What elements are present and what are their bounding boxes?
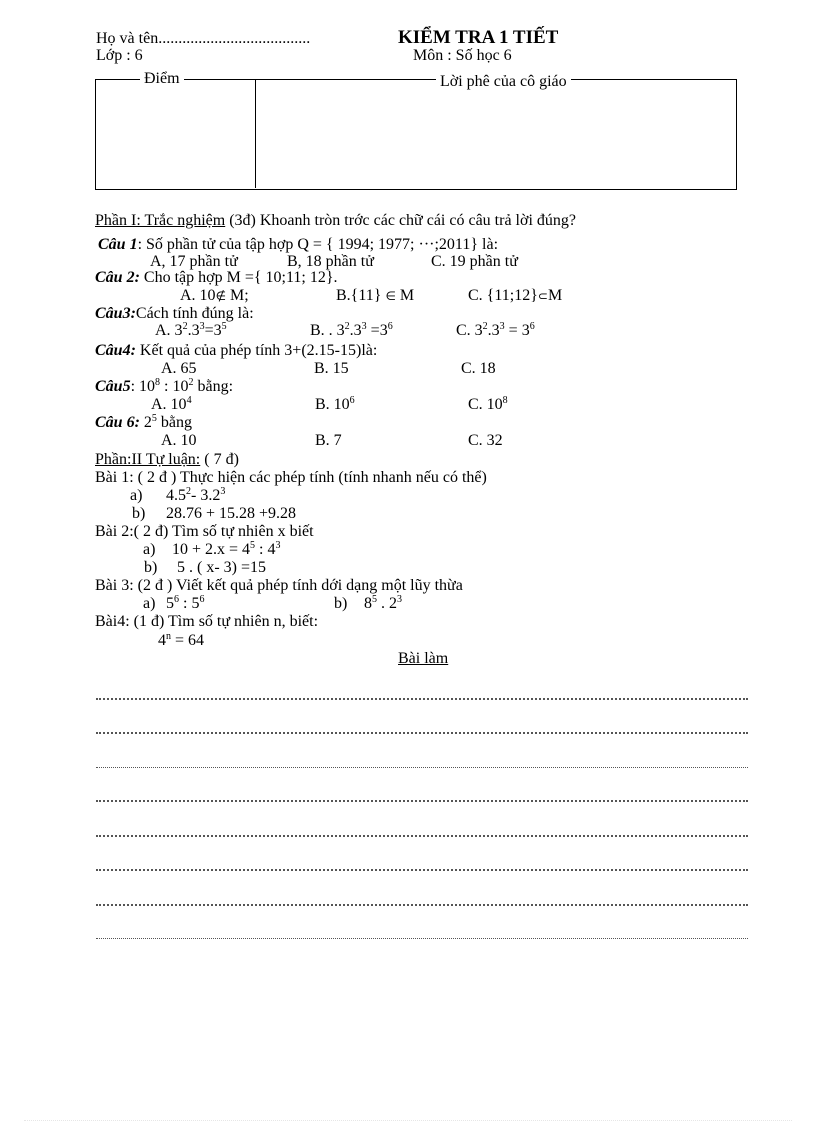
q3-option-b: B. . $3^2.3^3 =3^6$	[310, 321, 393, 339]
question-4-label: Câu4:	[95, 342, 136, 359]
answer-line	[96, 698, 748, 700]
q3-option-c: C. $3^2.3^3 = 3^6$	[456, 321, 535, 339]
q5-option-b: B. $10^6$	[315, 395, 355, 413]
question-4-text: Kết quả của phép tính 3+(2.15-15)là:	[135, 342, 378, 359]
question-1-label: Câu 1	[98, 236, 138, 253]
bai4-title: Bài4: (1 đ) Tìm số tự nhiên n, biết:	[95, 613, 319, 630]
q4-option-b: B. 15	[314, 360, 349, 377]
question-6: Câu 6: $2^5$ bằng	[95, 413, 193, 431]
q2-option-c	[468, 287, 562, 305]
bai2-title: Bài 2:( 2 đ) Tìm số tự nhiên x biết	[95, 523, 314, 540]
q6-option-c: C. 32	[468, 432, 503, 449]
bai1-a-label: a)	[130, 487, 143, 504]
bai3-b-label: b)	[334, 595, 348, 612]
bai1-b-label: b)	[132, 505, 146, 522]
bai1-a-expression: $4.5^2-$ $3.2^3$	[166, 486, 226, 504]
q1-option-c: C. 19 phần tử	[431, 253, 518, 270]
question-2-text: Cho tập hợp M ={ 10;11; 12}.	[139, 269, 338, 286]
question-1	[98, 236, 498, 254]
bai2-b-label: b)	[144, 559, 158, 576]
part1-heading: Phần I: Trắc nghiệm	[95, 212, 226, 229]
question-3-text: Cách tính đúng là:	[135, 305, 254, 322]
part2-heading: Phần:II Tự luận:	[95, 451, 201, 468]
q2-c-text: C. {11;12}	[468, 287, 538, 304]
teacher-comment-label: Lời phê của cô giáo	[436, 73, 571, 91]
subset-symbol: ⊂	[537, 289, 548, 303]
student-name-label: Họ và tên......................................	[96, 30, 311, 47]
q2-option-b	[336, 287, 414, 305]
answer-line	[96, 767, 748, 768]
q2-b-tail: M	[395, 287, 415, 304]
question-1-text: : Số phần tử của tập hợp Q = { 1994; 1977; ···;2011} là:	[137, 236, 499, 253]
question-2-label: Câu 2:	[95, 269, 140, 286]
bai3-b-expression: $8^5$ . $2^3$	[364, 594, 402, 612]
grade-box-divider	[255, 79, 256, 188]
answer-line	[96, 904, 748, 906]
answer-line	[96, 800, 748, 802]
answer-line	[96, 869, 748, 871]
page-title: KIỂM TRA 1 TIẾT	[398, 27, 559, 48]
bai4-equation: $4^n = 64$	[158, 631, 205, 649]
q5-option-c: C. $10^8$	[468, 395, 508, 413]
q1-option-a: A, 17 phần tử	[150, 253, 238, 270]
page-bottom-border	[24, 1120, 792, 1121]
answer-section-title: Bài làm	[398, 650, 449, 667]
answer-line	[96, 938, 748, 939]
element-of-symbol: ∈	[385, 289, 396, 303]
q2-option-a	[180, 287, 249, 305]
q1-option-b: B, 18 phần tử	[287, 253, 374, 270]
part1-heading-line	[95, 212, 576, 230]
bai3-title: Bài 3: (2 đ ) Viết kết quả phép tính dới dạng một lũy thừa	[95, 577, 463, 594]
bai2-b-expression: 5 . ( x- 3) =15	[177, 559, 267, 576]
bai2-a-expression: $10 + 2.x = 4^5$ : $4^3$	[172, 540, 281, 558]
question-4	[95, 342, 377, 360]
question-3	[95, 305, 254, 323]
part2-points: ( 7 đ)	[200, 451, 239, 468]
q5-option-a: A. $10^4$	[151, 395, 192, 413]
q2-a-text: A. 10	[180, 287, 216, 304]
q4-option-c: C. 18	[461, 360, 496, 377]
q2-c-tail: M	[547, 287, 563, 304]
q2-a-tail: M;	[226, 287, 249, 304]
bai1-title: Bài 1: ( 2 đ ) Thực hiện các phép tính (tính nhanh nếu có thể)	[95, 469, 487, 486]
q6-option-a: A. 10	[161, 432, 197, 449]
bai3-a-expression: $5^6$ : $5^6$	[166, 594, 205, 612]
answer-line	[96, 835, 748, 837]
question-5: Câu5: $10^8$ : $10^2$ bằng:	[95, 377, 234, 395]
question-5-label: Câu5	[95, 378, 131, 395]
question-3-label: Câu3:	[95, 305, 136, 322]
class-label: Lớp : 6	[96, 47, 143, 64]
bai3-a-label: a)	[143, 595, 156, 612]
part1-instruction: (3đ) Khoanh tròn trớc các chữ cái có câu trả lời đúng?	[225, 212, 576, 229]
part2-heading-line	[95, 451, 239, 469]
subject-label: Môn : Số học 6	[413, 47, 512, 64]
q4-option-a: A. 65	[161, 360, 197, 377]
question-2	[95, 269, 338, 287]
bai1-b-expression: 28.76 + 15.28 +9.28	[166, 505, 297, 522]
q2-b-text: B.{11}	[336, 287, 382, 304]
bai2-a-label: a)	[143, 541, 156, 558]
q6-option-b: B. 7	[315, 432, 342, 449]
question-6-label: Câu 6:	[95, 414, 140, 431]
not-element-of-symbol: ∉	[215, 289, 227, 303]
grade-box	[95, 79, 737, 190]
answer-line	[96, 732, 748, 734]
score-label: Điểm	[140, 70, 184, 88]
q3-option-a: A. $3^2.3^3=3^5$	[155, 321, 227, 339]
